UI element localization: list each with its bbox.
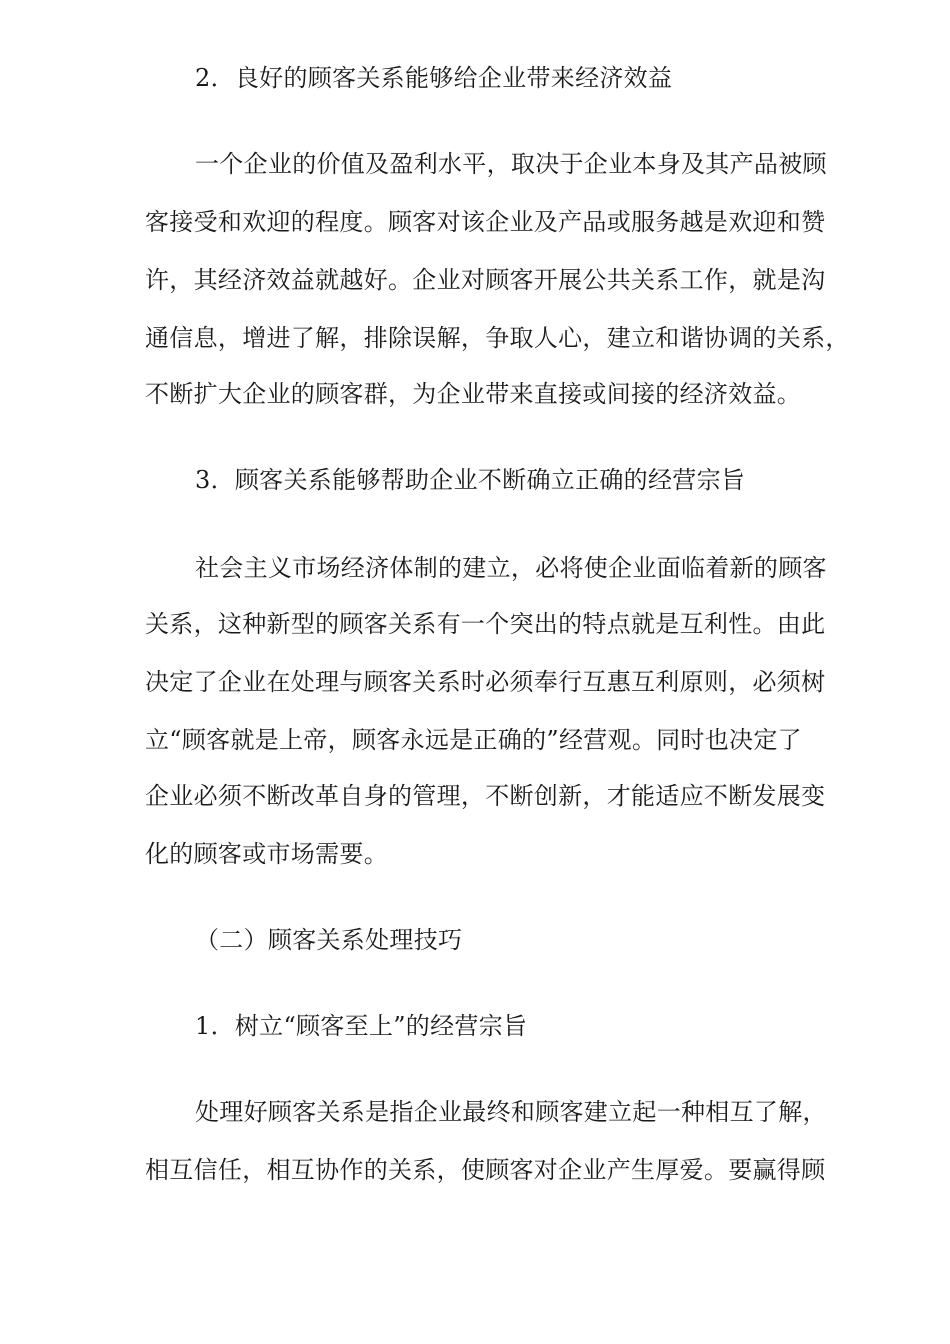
paragraph-2-line-1: 社会主义市场经济体制的建立，必将使企业面临着新的顾客	[195, 554, 827, 582]
paragraph-2-line-3: 决定了企业在处理与顾客关系时必须奉行互惠互利原则，必须树	[145, 668, 826, 696]
heading-1: 1．树立“顾客至上”的经营宗旨	[195, 1012, 528, 1040]
paragraph-3-line-1: 处理好顾客关系是指企业最终和顾客建立起一种相互了解，	[195, 1098, 827, 1126]
paragraph-1-line-4: 通信息，增进了解，排除误解，争取人心，建立和谐协调的关系，	[145, 324, 850, 352]
paragraph-2-line-6: 化的顾客或市场需要。	[145, 840, 388, 868]
paragraph-1-line-3: 许，其经济效益就越好。企业对顾客开展公共关系工作，就是沟	[145, 266, 826, 294]
paragraph-2-line-4: 立“顾客就是上帝，顾客永远是正确的”经营观。同时也决定了	[145, 726, 802, 754]
paragraph-1-line-5: 不断扩大企业的顾客群，为企业带来直接或间接的经济效益。	[145, 380, 802, 408]
paragraph-1-line-1: 一个企业的价值及盈利水平，取决于企业本身及其产品被顾	[195, 150, 827, 178]
section-heading: （二）顾客关系处理技巧	[195, 926, 463, 954]
paragraph-3-line-2: 相互信任，相互协作的关系，使顾客对企业产生厚爱。要赢得顾	[145, 1156, 826, 1184]
paragraph-1-line-2: 客接受和欢迎的程度。顾客对该企业及产品或服务越是欢迎和赞	[145, 208, 826, 236]
paragraph-2-line-5: 企业必须不断改革自身的管理，不断创新，才能适应不断发展变	[145, 782, 826, 810]
heading-2: 2．良好的顾客关系能够给企业带来经济效益	[195, 64, 673, 92]
paragraph-2-line-2: 关系，这种新型的顾客关系有一个突出的特点就是互利性。由此	[145, 610, 826, 638]
heading-3: 3．顾客关系能够帮助企业不断确立正确的经营宗旨	[195, 466, 746, 494]
